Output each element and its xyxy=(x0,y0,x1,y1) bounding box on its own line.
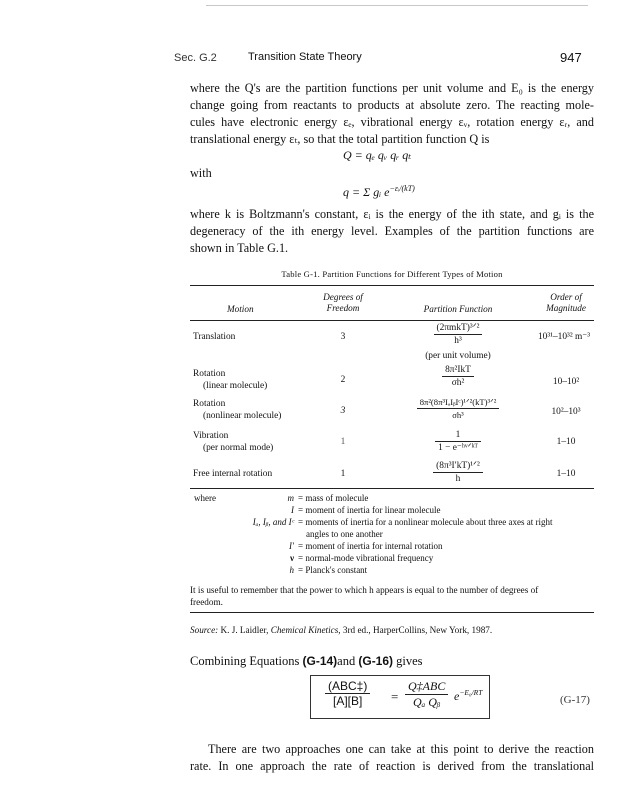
table-header-rule xyxy=(190,320,594,321)
header-degrees-line1: Degrees of xyxy=(323,292,363,302)
row-rotation-nonlinear-order: 10²–10³ xyxy=(551,407,581,417)
top-rule xyxy=(206,5,588,6)
running-title: Transition State Theory xyxy=(248,51,362,63)
table-caption: Table G-1. Partition Functions for Different Types of Motion xyxy=(281,269,503,279)
text-line: There are two approaches one can take at this point to derive the reaction xyxy=(208,742,594,756)
with-label: with xyxy=(190,166,212,180)
def-symbol: h xyxy=(289,565,294,575)
row-free-rotation-partition xyxy=(378,460,538,485)
table-bottom-rule xyxy=(190,612,594,613)
fraction-numerator: 8π²IkT xyxy=(442,364,474,377)
def-symbol: ν xyxy=(289,553,294,563)
text-line: where k is Boltzmann's constant, εᵢ is the energy of the ith state, and gᵢ is the xyxy=(190,207,594,221)
fraction-denominator: h³ xyxy=(454,336,462,346)
equation-body: q = Σ gᵢ e xyxy=(343,185,390,199)
partition-fraction xyxy=(417,396,500,421)
table-top-rule xyxy=(190,285,594,286)
row-rotation-linear-sub: (linear molecule) xyxy=(203,381,268,391)
text-line: rate. In one approach the rate of reaction is derived from the translational xyxy=(190,759,594,773)
def-symbol: I′ xyxy=(289,541,294,551)
equation-ref-2: (G-16) xyxy=(358,654,394,668)
text-line: shown in Table G.1. xyxy=(190,241,289,255)
row-vibration-partition xyxy=(378,429,538,454)
def-text: = moment of inertia for linear molecule xyxy=(298,505,441,515)
fraction-numerator: 1 xyxy=(435,429,481,442)
text-line: translational energy εₜ, so that the total partition function Q is xyxy=(190,132,490,146)
row-vibration-sub: (per normal mode) xyxy=(203,443,274,453)
fraction-denominator: Qₐ Qᵦ xyxy=(413,695,441,709)
combining-pre: Combining Equations xyxy=(190,654,300,668)
paragraph-approaches xyxy=(190,741,594,775)
fraction-numerator: (8π³I′kT)¹ᐟ² xyxy=(433,460,483,473)
def-text: = moment of inertia for internal rotation xyxy=(298,541,443,551)
equals-sign: = xyxy=(391,689,399,704)
table-source xyxy=(190,625,492,635)
row-vibration-order: 1–10 xyxy=(556,437,576,447)
fraction-denominator: σh³ xyxy=(452,410,464,420)
partition-fraction xyxy=(434,322,483,347)
partition-fraction xyxy=(433,460,483,485)
row-translation-order: 10³¹–10³² m⁻³ xyxy=(537,332,591,342)
def-text-continued: angles to one another xyxy=(306,529,383,539)
text-line: change going from reactants to products at absolute zero. The reacting mole- xyxy=(190,98,594,112)
row-rotation-nonlinear-sub: (nonlinear molecule) xyxy=(203,411,282,421)
source-label: Source: xyxy=(190,625,219,635)
row-free-rotation-motion: Free internal rotation xyxy=(193,469,273,479)
exponential xyxy=(454,688,482,704)
row-free-rotation-degrees: 1 xyxy=(340,469,346,479)
row-rotation-linear-degrees: 2 xyxy=(340,375,346,385)
text-line: freedom. xyxy=(190,597,223,607)
source-book: Chemical Kinetics, xyxy=(270,625,341,635)
partition-fraction xyxy=(435,429,481,454)
fraction-denominator: σh² xyxy=(451,378,465,388)
fraction-numerator: 8π²(8π³IₐIᵦIᶜ)¹ᐟ²(kT)³ᐟ² xyxy=(417,396,500,409)
row-rotation-linear-motion: Rotation xyxy=(193,369,226,379)
paragraph-boltzmann xyxy=(190,206,594,257)
header-degrees-line2: Freedom xyxy=(326,303,360,313)
header-order xyxy=(535,292,597,314)
source-author: K. J. Laidler, xyxy=(220,625,269,635)
row-vibration-motion: Vibration xyxy=(193,431,229,441)
def-symbol: I xyxy=(291,505,294,515)
row-rotation-linear-order: 10–10² xyxy=(552,377,580,387)
page-number: 947 xyxy=(560,50,582,65)
paragraph-partition-intro xyxy=(190,80,594,148)
fraction-denominator: 1 − e⁻ʰᵛᐟᵏᵀ xyxy=(438,443,478,453)
where-label: where xyxy=(194,493,216,503)
row-rotation-linear-partition xyxy=(378,364,538,389)
def-text: = moments of inertia for a nonlinear molecule about three axes at right xyxy=(298,517,553,527)
exp-power: −E₀/RT xyxy=(459,688,483,697)
text-line: It is useful to remember that the power to which h appears is equal to the number of degrees of xyxy=(190,585,539,595)
header-order-line1: Order of xyxy=(550,292,582,302)
row-rotation-nonlinear-degrees: 3 xyxy=(340,406,346,416)
row-vibration-degrees: 1 xyxy=(340,437,346,447)
header-partition: Partition Function xyxy=(423,304,493,314)
rhs-fraction xyxy=(405,679,448,710)
table-footnote xyxy=(190,584,594,608)
fraction-numerator: (2πmkT)³ᐟ² xyxy=(434,322,483,335)
row-translation-motion: Translation xyxy=(193,332,236,342)
fraction-denominator: h xyxy=(455,474,461,484)
equation-exponent: −εᵢ/(kT) xyxy=(389,184,415,193)
row-rotation-nonlinear-motion: Rotation xyxy=(193,399,226,409)
text-line: cules have electronic energy εₑ, vibrational energy εᵥ, rotation energy εᵣ, and xyxy=(190,115,594,129)
equation-molecular-partition xyxy=(343,184,415,200)
text-line: where the Q's are the partition functions per unit volume and E₀ is the energy xyxy=(190,81,594,95)
text-line: degeneracy of the ith energy level. Examples of the partition functions are xyxy=(190,224,594,238)
equation-total-partition: Q = qₑ qᵥ qᵣ qₜ xyxy=(343,148,412,162)
row-rotation-nonlinear-partition xyxy=(370,396,546,421)
partition-fraction xyxy=(442,364,474,389)
def-symbol: m xyxy=(287,493,294,503)
row-translation-note: (per unit volume) xyxy=(425,351,491,361)
def-text: = mass of molecule xyxy=(298,493,369,503)
equation-fraction xyxy=(405,679,448,710)
fraction-numerator: (ABC‡) xyxy=(325,679,370,694)
row-free-rotation-order: 1–10 xyxy=(556,469,576,479)
table-body-rule xyxy=(190,488,594,489)
boxed-equation xyxy=(310,675,490,719)
section-label: Sec. G.2 xyxy=(174,52,217,64)
def-symbol: Iₐ, Iᵦ, and Iᶜ xyxy=(252,517,294,527)
header-order-line2: Magnitude xyxy=(546,303,586,313)
header-motion: Motion xyxy=(227,304,254,314)
fraction-denominator: [A][B] xyxy=(333,694,363,708)
def-text: = Planck's constant xyxy=(298,565,368,575)
combining-and: and xyxy=(337,654,356,668)
combining-post: gives xyxy=(396,654,423,668)
def-text: = normal-mode vibrational frequency xyxy=(298,553,434,563)
exp-base: e xyxy=(454,689,460,703)
header-degrees xyxy=(318,292,368,314)
lhs-fraction xyxy=(325,679,370,708)
equation-ref-1: (G-14) xyxy=(302,654,338,668)
row-translation-degrees: 3 xyxy=(340,332,346,342)
source-details: 3rd ed., HarperCollins, New York, 1987. xyxy=(342,625,493,635)
fraction-numerator: Q‡ABC xyxy=(405,679,448,695)
row-translation-partition xyxy=(378,322,538,347)
equation-fraction xyxy=(325,679,370,708)
equation-number: (G-17) xyxy=(560,694,590,706)
combining-sentence xyxy=(190,654,423,669)
